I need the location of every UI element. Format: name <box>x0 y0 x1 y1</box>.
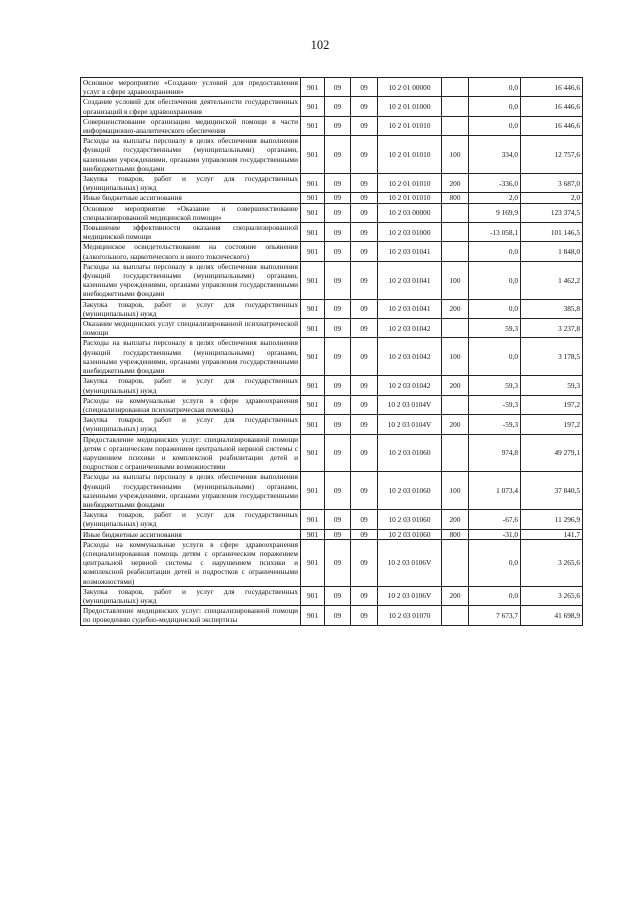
row-total-amount-cell: 197,2 <box>521 395 583 414</box>
row-target-article-cell: 10 2 03 01060 <box>378 529 442 539</box>
row-total-amount-cell: 12 757,6 <box>521 136 583 174</box>
row-change-amount-cell: -59,3 <box>469 415 521 434</box>
row-expense-type-cell <box>442 539 469 586</box>
table-row <box>81 223 583 242</box>
row-change-amount-cell: 9 169,9 <box>469 203 521 222</box>
row-expense-type-cell: 100 <box>442 261 469 299</box>
row-section-code-cell: 09 <box>325 586 351 605</box>
row-section-code-cell: 09 <box>325 395 351 414</box>
table-row <box>81 586 583 605</box>
row-expense-type-cell <box>442 434 469 472</box>
row-expense-type-cell <box>442 242 469 261</box>
row-gr-code-cell: 901 <box>301 586 325 605</box>
row-total-amount-cell: 101 146,5 <box>521 223 583 242</box>
row-section-code-cell: 09 <box>325 193 351 203</box>
row-section-code-cell: 09 <box>325 203 351 222</box>
row-total-amount-cell: 3 237,8 <box>521 319 583 338</box>
row-change-amount-cell: 0,0 <box>469 539 521 586</box>
table-row <box>81 606 583 625</box>
row-subsection-code-cell: 09 <box>351 97 378 116</box>
row-target-article-cell: 10 2 01 01010 <box>378 193 442 203</box>
row-target-article-cell: 10 2 01 01010 <box>378 174 442 193</box>
row-gr-code-cell: 901 <box>301 78 325 97</box>
row-gr-code-cell: 901 <box>301 223 325 242</box>
row-subsection-code-cell: 09 <box>351 376 378 395</box>
table-row <box>81 434 583 472</box>
row-name-cell: Основное мероприятие «Оказание и совершенствование специализированной медицинской помощи» <box>81 203 301 222</box>
row-gr-code-cell: 901 <box>301 606 325 625</box>
row-subsection-code-cell: 09 <box>351 415 378 434</box>
row-total-amount-cell: 1 462,2 <box>521 261 583 299</box>
row-change-amount-cell: -67,6 <box>469 510 521 529</box>
row-total-amount-cell: 3 265,6 <box>521 539 583 586</box>
row-name-cell: Закупка товаров, работ и услуг для государственных (муниципальных) нужд <box>81 376 301 395</box>
row-gr-code-cell: 901 <box>301 116 325 135</box>
row-target-article-cell: 10 2 03 01060 <box>378 510 442 529</box>
row-expense-type-cell <box>442 223 469 242</box>
row-target-article-cell: 10 2 03 01042 <box>378 376 442 395</box>
row-change-amount-cell: 0,0 <box>469 586 521 605</box>
row-subsection-code-cell: 09 <box>351 193 378 203</box>
budget-table-body <box>81 78 583 626</box>
row-change-amount-cell: 1 073,4 <box>469 472 521 510</box>
row-subsection-code-cell: 09 <box>351 338 378 376</box>
row-gr-code-cell: 901 <box>301 174 325 193</box>
row-section-code-cell: 09 <box>325 319 351 338</box>
row-target-article-cell: 10 2 03 0106V <box>378 539 442 586</box>
row-target-article-cell: 10 2 01 01010 <box>378 136 442 174</box>
row-name-cell: Расходы на выплаты персоналу в целях обеспечения выполнения функций государственными (муниципальными) органами, казенными учреждениями, органами управления государственными внебюджетными фондами <box>81 472 301 510</box>
row-name-cell: Создание условий для обеспечения деятельности государственных организаций в сфере здравоохранения <box>81 97 301 116</box>
row-change-amount-cell: 334,0 <box>469 136 521 174</box>
row-subsection-code-cell: 09 <box>351 223 378 242</box>
row-subsection-code-cell: 09 <box>351 203 378 222</box>
row-expense-type-cell: 200 <box>442 299 469 318</box>
row-gr-code-cell: 901 <box>301 203 325 222</box>
row-total-amount-cell: 141,7 <box>521 529 583 539</box>
page-number: 102 <box>310 38 330 52</box>
row-total-amount-cell: 123 374,5 <box>521 203 583 222</box>
row-name-cell: Расходы на выплаты персоналу в целях обеспечения выполнения функций государственными (муниципальными) органами, казенными учреждениями, органами управления государственными внебюджетными фондами <box>81 261 301 299</box>
row-expense-type-cell <box>442 97 469 116</box>
table-row <box>81 299 583 318</box>
row-section-code-cell: 09 <box>325 415 351 434</box>
row-expense-type-cell: 200 <box>442 415 469 434</box>
row-target-article-cell: 10 2 03 01060 <box>378 434 442 472</box>
row-target-article-cell: 10 2 03 0106V <box>378 586 442 605</box>
table-row <box>81 78 583 97</box>
row-name-cell: Медицинское освидетельствование на состояние опьянения (алкогольного, наркотического и иного токсического) <box>81 242 301 261</box>
row-target-article-cell: 10 2 01 01000 <box>378 97 442 116</box>
row-name-cell: Расходы на коммунальные услуги в сфере здравоохранения (специализированная помощь детям с органическим поражением центральной нервной системы с нарушением психики и комплексной реабилитации детей и подростков с ограниченными возможностями) <box>81 539 301 586</box>
row-subsection-code-cell: 09 <box>351 606 378 625</box>
table-row <box>81 338 583 376</box>
row-subsection-code-cell: 09 <box>351 174 378 193</box>
row-target-article-cell: 10 2 03 01041 <box>378 261 442 299</box>
row-name-cell: Повышение эффективности оказания специализированной медицинской помощи <box>81 223 301 242</box>
row-subsection-code-cell: 09 <box>351 395 378 414</box>
row-target-article-cell: 10 2 03 01042 <box>378 338 442 376</box>
row-change-amount-cell: 0,0 <box>469 97 521 116</box>
row-change-amount-cell: 0,0 <box>469 242 521 261</box>
row-expense-type-cell: 200 <box>442 586 469 605</box>
row-total-amount-cell: 3 178,5 <box>521 338 583 376</box>
row-section-code-cell: 09 <box>325 116 351 135</box>
budget-table <box>80 77 583 626</box>
row-change-amount-cell: 7 673,7 <box>469 606 521 625</box>
row-change-amount-cell: 0,0 <box>469 78 521 97</box>
row-gr-code-cell: 901 <box>301 539 325 586</box>
row-expense-type-cell <box>442 395 469 414</box>
row-gr-code-cell: 901 <box>301 395 325 414</box>
row-expense-type-cell: 200 <box>442 510 469 529</box>
row-target-article-cell: 10 2 03 0104V <box>378 395 442 414</box>
row-target-article-cell: 10 2 01 01010 <box>378 116 442 135</box>
row-subsection-code-cell: 09 <box>351 434 378 472</box>
table-row <box>81 242 583 261</box>
row-gr-code-cell: 901 <box>301 136 325 174</box>
row-expense-type-cell: 100 <box>442 136 469 174</box>
row-gr-code-cell: 901 <box>301 376 325 395</box>
row-name-cell: Иные бюджетные ассигнования <box>81 193 301 203</box>
row-expense-type-cell <box>442 319 469 338</box>
table-row <box>81 116 583 135</box>
row-subsection-code-cell: 09 <box>351 116 378 135</box>
row-gr-code-cell: 901 <box>301 261 325 299</box>
row-subsection-code-cell: 09 <box>351 242 378 261</box>
row-gr-code-cell: 901 <box>301 529 325 539</box>
row-target-article-cell: 10 2 03 01060 <box>378 472 442 510</box>
row-expense-type-cell <box>442 203 469 222</box>
row-gr-code-cell: 901 <box>301 242 325 261</box>
row-name-cell: Совершенствование организации медицинской помощи в части информационно-аналитического обеспечения <box>81 116 301 135</box>
row-total-amount-cell: 16 446,6 <box>521 78 583 97</box>
row-gr-code-cell: 901 <box>301 319 325 338</box>
row-target-article-cell: 10 2 03 01000 <box>378 223 442 242</box>
row-total-amount-cell: 59,3 <box>521 376 583 395</box>
row-section-code-cell: 09 <box>325 434 351 472</box>
row-subsection-code-cell: 09 <box>351 78 378 97</box>
row-change-amount-cell: -13 058,1 <box>469 223 521 242</box>
row-change-amount-cell: 0,0 <box>469 338 521 376</box>
row-total-amount-cell: 3 265,6 <box>521 586 583 605</box>
table-row <box>81 529 583 539</box>
row-change-amount-cell: 2,0 <box>469 193 521 203</box>
table-row <box>81 136 583 174</box>
row-total-amount-cell: 16 446,6 <box>521 97 583 116</box>
row-total-amount-cell: 37 840,5 <box>521 472 583 510</box>
table-row <box>81 395 583 414</box>
row-target-article-cell: 10 2 03 01070 <box>378 606 442 625</box>
row-subsection-code-cell: 09 <box>351 510 378 529</box>
row-subsection-code-cell: 09 <box>351 261 378 299</box>
row-total-amount-cell: 2,0 <box>521 193 583 203</box>
row-change-amount-cell: 0,0 <box>469 261 521 299</box>
row-gr-code-cell: 901 <box>301 472 325 510</box>
row-expense-type-cell: 800 <box>442 193 469 203</box>
row-name-cell: Основное мероприятие «Создание условий для предоставления услуг в сфере здравоохранения» <box>81 78 301 97</box>
row-gr-code-cell: 901 <box>301 434 325 472</box>
row-target-article-cell: 10 2 03 01042 <box>378 319 442 338</box>
row-section-code-cell: 09 <box>325 472 351 510</box>
row-section-code-cell: 09 <box>325 338 351 376</box>
row-target-article-cell: 10 2 01 00000 <box>378 78 442 97</box>
table-row <box>81 510 583 529</box>
row-gr-code-cell: 901 <box>301 299 325 318</box>
row-section-code-cell: 09 <box>325 376 351 395</box>
row-expense-type-cell <box>442 78 469 97</box>
table-row <box>81 97 583 116</box>
row-name-cell: Закупка товаров, работ и услуг для государственных (муниципальных) нужд <box>81 174 301 193</box>
row-change-amount-cell: 0,0 <box>469 116 521 135</box>
row-name-cell: Расходы на коммунальные услуги в сфере здравоохранения (специализированная психиатрическая помощь) <box>81 395 301 414</box>
row-name-cell: Закупка товаров, работ и услуг для государственных (муниципальных) нужд <box>81 510 301 529</box>
row-target-article-cell: 10 2 03 01041 <box>378 242 442 261</box>
table-row <box>81 319 583 338</box>
row-subsection-code-cell: 09 <box>351 299 378 318</box>
row-section-code-cell: 09 <box>325 261 351 299</box>
row-target-article-cell: 10 2 03 01041 <box>378 299 442 318</box>
row-total-amount-cell: 16 446,6 <box>521 116 583 135</box>
row-subsection-code-cell: 09 <box>351 472 378 510</box>
row-target-article-cell: 10 2 03 0104V <box>378 415 442 434</box>
row-name-cell: Предоставление медицинских услуг: специализированной помощи по проведению судебно-медицинской экспертизы <box>81 606 301 625</box>
row-name-cell: Закупка товаров, работ и услуг для государственных (муниципальных) нужд <box>81 586 301 605</box>
row-change-amount-cell: 59,3 <box>469 376 521 395</box>
row-expense-type-cell: 200 <box>442 376 469 395</box>
row-name-cell: Расходы на выплаты персоналу в целях обеспечения выполнения функций государственными (муниципальными) органами, казенными учреждениями, органами управления государственными внебюджетными фондами <box>81 136 301 174</box>
table-row <box>81 261 583 299</box>
row-subsection-code-cell: 09 <box>351 319 378 338</box>
row-total-amount-cell: 3 687,0 <box>521 174 583 193</box>
row-total-amount-cell: 49 279,1 <box>521 434 583 472</box>
row-gr-code-cell: 901 <box>301 97 325 116</box>
row-total-amount-cell: 197,2 <box>521 415 583 434</box>
row-target-article-cell: 10 2 03 00000 <box>378 203 442 222</box>
table-row <box>81 193 583 203</box>
row-name-cell: Оказание медицинских услуг специализированной психиатрической помощи <box>81 319 301 338</box>
row-section-code-cell: 09 <box>325 510 351 529</box>
table-row <box>81 376 583 395</box>
row-change-amount-cell: 0,0 <box>469 299 521 318</box>
row-expense-type-cell <box>442 116 469 135</box>
row-total-amount-cell: 1 848,0 <box>521 242 583 261</box>
row-section-code-cell: 09 <box>325 174 351 193</box>
table-row <box>81 203 583 222</box>
row-section-code-cell: 09 <box>325 242 351 261</box>
row-expense-type-cell <box>442 606 469 625</box>
row-change-amount-cell: -336,0 <box>469 174 521 193</box>
table-row <box>81 472 583 510</box>
row-change-amount-cell: 974,8 <box>469 434 521 472</box>
row-expense-type-cell: 100 <box>442 472 469 510</box>
row-section-code-cell: 09 <box>325 529 351 539</box>
row-gr-code-cell: 901 <box>301 193 325 203</box>
table-row <box>81 174 583 193</box>
row-name-cell: Закупка товаров, работ и услуг для государственных (муниципальных) нужд <box>81 299 301 318</box>
row-name-cell: Иные бюджетные ассигнования <box>81 529 301 539</box>
row-change-amount-cell: -59,3 <box>469 395 521 414</box>
row-section-code-cell: 09 <box>325 97 351 116</box>
row-total-amount-cell: 41 698,9 <box>521 606 583 625</box>
row-name-cell: Предоставление медицинских услуг: специализированной помощи детям с органическим поражением центральной нервной системы с нарушением психики и комплексной реабилитации детей и подростков с ограниченными возможностями <box>81 434 301 472</box>
row-change-amount-cell: 59,3 <box>469 319 521 338</box>
row-name-cell: Закупка товаров, работ и услуг для государственных (муниципальных) нужд <box>81 415 301 434</box>
row-expense-type-cell: 200 <box>442 174 469 193</box>
row-section-code-cell: 09 <box>325 78 351 97</box>
row-subsection-code-cell: 09 <box>351 529 378 539</box>
row-expense-type-cell: 800 <box>442 529 469 539</box>
row-subsection-code-cell: 09 <box>351 539 378 586</box>
row-total-amount-cell: 385,8 <box>521 299 583 318</box>
row-name-cell: Расходы на выплаты персоналу в целях обеспечения выполнения функций государственными (муниципальными) органами, казенными учреждениями, органами управления государственными внебюджетными фондами <box>81 338 301 376</box>
row-gr-code-cell: 901 <box>301 338 325 376</box>
table-row <box>81 415 583 434</box>
row-total-amount-cell: 11 296,9 <box>521 510 583 529</box>
row-subsection-code-cell: 09 <box>351 586 378 605</box>
row-change-amount-cell: -31,0 <box>469 529 521 539</box>
row-section-code-cell: 09 <box>325 539 351 586</box>
row-gr-code-cell: 901 <box>301 510 325 529</box>
row-section-code-cell: 09 <box>325 606 351 625</box>
row-section-code-cell: 09 <box>325 223 351 242</box>
table-row <box>81 539 583 586</box>
row-section-code-cell: 09 <box>325 136 351 174</box>
row-gr-code-cell: 901 <box>301 415 325 434</box>
row-subsection-code-cell: 09 <box>351 136 378 174</box>
row-expense-type-cell: 100 <box>442 338 469 376</box>
row-section-code-cell: 09 <box>325 299 351 318</box>
